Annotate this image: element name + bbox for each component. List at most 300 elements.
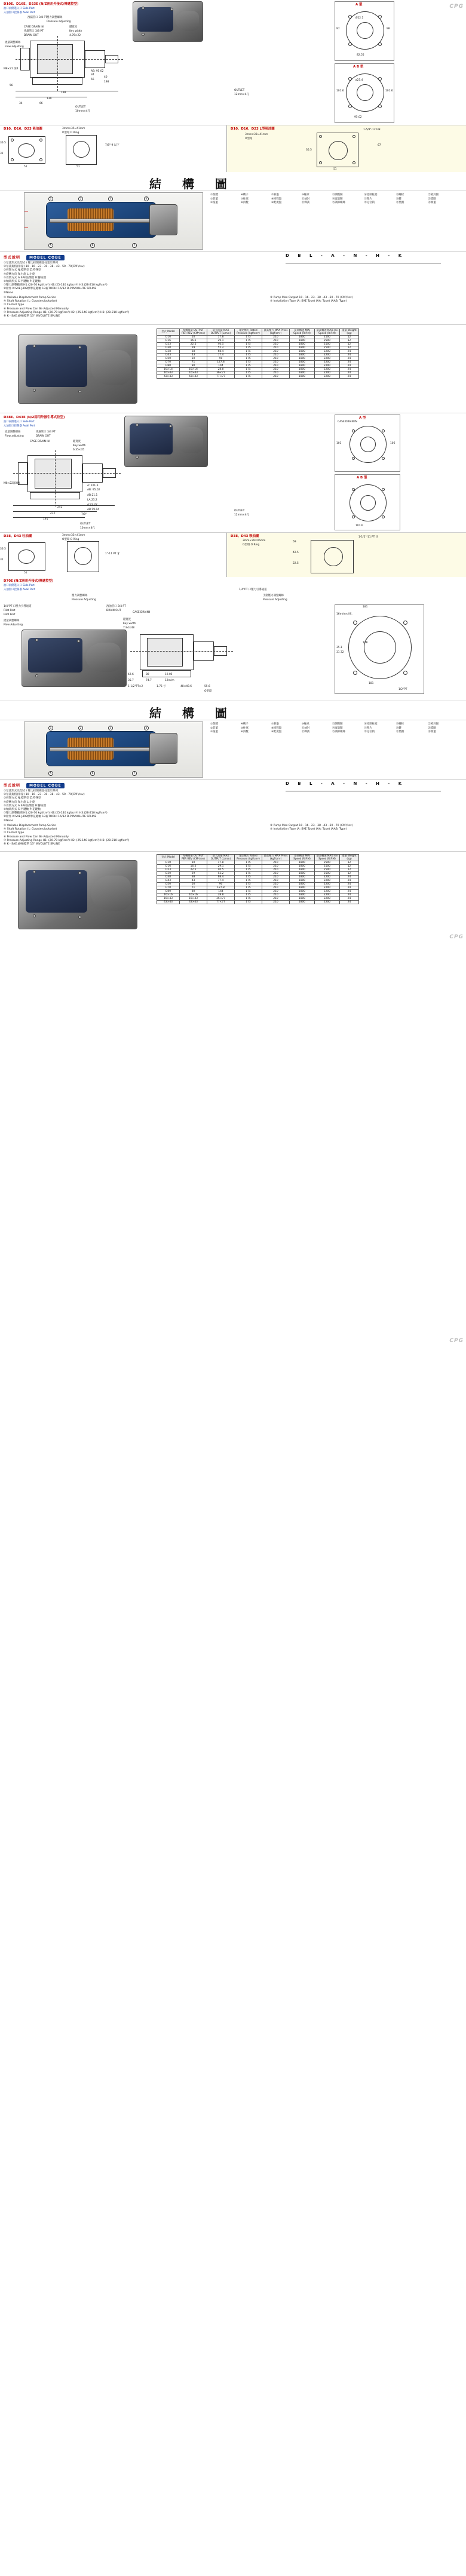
table-cell-5: 1800 [290, 335, 315, 339]
pump-photo-d38 [124, 416, 208, 467]
dim-m8x22: M8×22深4M [4, 482, 20, 485]
table-cell-2: 36×77 [207, 371, 235, 375]
bolt-icon [33, 389, 36, 392]
dim-181-dia: 181 [363, 606, 368, 609]
part-item: ⑬調壓閥 [332, 723, 343, 726]
oring-circle-d38 [74, 547, 92, 565]
bolt-hole-icon [39, 139, 42, 142]
bolt-hole-icon [353, 671, 357, 675]
callout-3: 3 [108, 196, 113, 201]
pump-body-inner-2 [35, 459, 72, 489]
dim-d254: ø25.4 [355, 79, 363, 82]
code-line-en: ⑤ Installation Type (A: SAE Type) (AA: Type) (AAB: Type) [270, 828, 347, 831]
note-manual-press-adj-en: Pressure Adjusting [263, 598, 287, 601]
dim-365-r: 36.5 [306, 149, 312, 152]
table-cell-4: 210 [262, 371, 290, 375]
dim-365-d38: 36.5 [0, 548, 6, 551]
table-cell-2: 17.8 [207, 335, 235, 339]
table-cell-5: 1800 [290, 894, 315, 897]
parts-list-left-2 [210, 723, 330, 735]
part-item: ㉑墊圈 [396, 730, 404, 734]
th-weight-2: 重量 Weight (kg) [340, 855, 359, 861]
view-a-title-2: A 型 [359, 416, 366, 420]
table-cell-6: 2200 [315, 875, 340, 879]
dim-half-pt: 1/2"PT [398, 688, 407, 691]
bolt-hole-icon [348, 105, 352, 108]
dim-la252: LA:25.2 [87, 499, 97, 502]
note-pilot-port-en: Pilot Port [4, 613, 16, 616]
spec-table-2-wrapper [157, 854, 359, 904]
table-cell-0: D23 [157, 342, 180, 346]
bolt-icon [35, 638, 38, 641]
thread-1-11pt: 1"-11 PT 牙 [105, 552, 120, 555]
model-code-list-cn-1 [4, 262, 278, 295]
dim-242: 242 [57, 506, 63, 509]
dim-31-d38: 31 [0, 558, 4, 561]
table-cell-0: D43 [157, 353, 180, 357]
th-weight: 重量 Weight (kg) [340, 329, 359, 336]
table-cell-4: 210 [262, 875, 290, 879]
dim-12mm: 12m/m [165, 679, 174, 682]
bolt-icon [35, 674, 38, 677]
dim-80: 80 [146, 673, 149, 676]
table-cell-7: 24 [340, 371, 359, 375]
section-photo-table-2 [0, 852, 466, 941]
table-cell-6: 2500 [315, 339, 340, 342]
dim-ab211: AB:21.1 [87, 494, 98, 497]
model-code-list-en-2b [270, 824, 461, 831]
dim-78: 7/8" [81, 513, 87, 516]
table-cell-7: 24 [340, 364, 359, 368]
code-line: ⑤安裝方式 A:SAE法蘭型 B:腳座型 [4, 804, 47, 808]
table-cell-7: 24 [340, 361, 359, 364]
dim-106: 106 [390, 442, 396, 445]
dim-51: 51 [24, 165, 27, 168]
table-cell-0: D70 [157, 361, 180, 364]
table-cell-5: 1800 [290, 339, 315, 342]
table-cell-5: 1800 [290, 371, 315, 375]
outlet-label-2: OUTLET [80, 523, 91, 526]
cutaway-shaft [50, 219, 160, 223]
table-cell-5: 1800 [290, 368, 315, 371]
part-item: ㉔端蓋 [428, 201, 436, 205]
bolt-icon [142, 33, 145, 36]
code-line: ④旋轉方向 R:右旋 L:左旋 [4, 800, 35, 804]
table-cell-2: 17.8 [207, 861, 235, 864]
note-pressure-adjusting-cn: 壓力調整螺絲 [47, 16, 63, 19]
bolt-icon [142, 7, 145, 10]
table-cell-3: 175 [235, 868, 262, 871]
bolt-hole-icon [11, 158, 14, 161]
table-cell-5: 1800 [290, 868, 315, 871]
table-cell-0: D10 [157, 335, 180, 339]
table-cell-6: 2500 [315, 864, 340, 868]
code-line: ②泵浦規格(排量) 10 · 16 · 23 · 30 · 38 · 43 · 50 · 70(CM³/rev) [4, 265, 85, 269]
part-item: ⑤柱塞 [241, 726, 249, 730]
oring-label: O型環 O Ring [62, 131, 79, 134]
thread-spec: 7/8"-9 以下 [105, 144, 119, 147]
table-cell-3: 175 [235, 371, 262, 375]
note-pilot-pt: 1/4"PT 口壓力引導通道 [239, 588, 267, 591]
pump-photo-large-1 [18, 334, 137, 404]
note-key-width-d70-en: Key width [123, 622, 136, 625]
view-a-type-2 [335, 415, 400, 472]
table-cell-1: 50 [180, 883, 207, 886]
table-cell-3: 175 [235, 342, 262, 346]
panel-discharge-d10 [0, 125, 227, 172]
table-cell-1: 16.6 [180, 864, 207, 868]
part-item: ⑪油封 [302, 726, 310, 730]
part-item: ⑦斜盤 [271, 723, 279, 726]
dim-tol-minus: 198 [104, 81, 109, 84]
part-item: ⑰墊片 [364, 726, 372, 730]
table-cell-2: 29.1 [207, 864, 235, 868]
th-max-press: 最高壓力 MAX Press (kgf/cm²) [262, 329, 290, 336]
note-flow-adjusting-d70-cn: 流量調整螺絲 [4, 619, 20, 622]
spec-table-2-body [157, 861, 359, 904]
pump-photo-d10 [133, 1, 203, 42]
dim-425: 42.5 [293, 551, 299, 554]
table-cell-6: 2200 [315, 879, 340, 882]
dim-67: 67 [378, 144, 381, 147]
drawing-d10-side-view [4, 17, 129, 122]
code-line: ⑨None [4, 819, 14, 822]
section-subtitle-side-port: 油口兩側進入口 Side Port [4, 7, 35, 10]
table-cell-3: 175 [235, 368, 262, 371]
oring-spec-d38r: 3mm×39×45mm [243, 539, 266, 542]
table-cell-4: 210 [262, 342, 290, 346]
table-cell-2: 77×77 [207, 901, 235, 904]
part-item: ②前蓋 [210, 726, 218, 730]
table-cell-1: 43 [180, 353, 207, 357]
code-line-en: ⑦ Pressure Adjusting Range H1: (20-70 kgf/cm²) H2: (25-140 kgf/cm²) H3: (28-210 kgf/cm²) [4, 311, 130, 314]
code-line: ①泵浦形式及型式 / 壓力控制變量柱塞泵系列 [4, 790, 59, 793]
dim-351: 35.1 [336, 646, 342, 649]
note-16mm-holes: 16m/m×4孔 [336, 613, 352, 616]
table-cell-2: 40.5 [207, 342, 235, 346]
table-cell-6: 2200 [315, 368, 340, 371]
code-line: ②泵浦規格(排量) 10 · 16 · 23 · 30 · 38 · 43 · 50 · 70(CM³/rev) [4, 793, 85, 797]
table-cell-0: 16×43 [157, 897, 180, 901]
table-cell-7: 24 [340, 368, 359, 371]
table-cell-4: 210 [262, 901, 290, 904]
table-cell-0: D50 [157, 883, 180, 886]
model-code-letters-1: D B L - A - N - H - K [286, 253, 406, 258]
table-cell-3: 175 [235, 375, 262, 379]
struct-title-1: 結 構 圖 [149, 177, 235, 191]
model-code-list-cn-2 [4, 790, 278, 823]
dim-747: 74.7 [146, 679, 152, 682]
dim-181-b: 181 [369, 682, 374, 685]
table-cell-4: 210 [262, 375, 290, 379]
part-item: ⑱定位銷 [364, 730, 375, 734]
bolt-icon [78, 871, 81, 874]
oring-label-d70: O型環 [204, 690, 212, 693]
part-item: ㉑墊圈 [396, 201, 404, 205]
panel-discharge-d38 [0, 533, 227, 577]
note-pressure-adjusting-d70-en: Pressure Adjusting [72, 598, 96, 601]
table-cell-3: 175 [235, 339, 262, 342]
table-cell-0: D50 [157, 357, 180, 361]
table-cell-7: 24 [340, 890, 359, 894]
part-item: ①殼體 [210, 194, 218, 196]
table-cell-3: 175 [235, 886, 262, 890]
bolt-hole-icon [352, 488, 355, 491]
view-a-title: A 型 [355, 3, 363, 7]
table-cell-6: 2500 [315, 342, 340, 346]
table-cell-7: 24 [340, 349, 359, 353]
table-cell-1: 50 [180, 357, 207, 361]
table-cell-7: 24 [340, 357, 359, 361]
table-cell-6: 2200 [315, 353, 340, 357]
bolt-icon [33, 914, 36, 917]
part-item: ⑧回程盤 [271, 197, 282, 201]
bolt-icon [78, 346, 81, 349]
note-flow-adjusting-cn: 流量調整螺絲 [5, 41, 21, 44]
cutaway-shaft-2 [50, 747, 160, 751]
table-cell-6: 2200 [315, 894, 340, 897]
note-case-drain-in-2: CASE DRAIN IN [30, 440, 50, 443]
panel-title-suction-d38: D38、D43 吸油圖 [231, 535, 259, 538]
table-cell-6: 2500 [315, 861, 340, 864]
table-cell-0: D16 [157, 339, 180, 342]
dim-8255-a: 82.55 [357, 54, 364, 57]
dim-a-1016: A: 101.6 [87, 484, 99, 487]
table-cell-2: 77×77 [207, 375, 235, 379]
table-cell-0: 16×43 [157, 371, 180, 375]
section-cutaway-2 [0, 720, 466, 780]
spec-table-2 [157, 854, 359, 904]
dim-51-d38: 51 [24, 572, 27, 575]
oring-label-d38r: O型環 O Ring [243, 544, 260, 546]
table-cell-5: 1800 [290, 375, 315, 379]
bolt-hole-icon [382, 457, 385, 460]
port-bore-d38 [18, 549, 35, 564]
table-cell-6: 2200 [315, 886, 340, 890]
table-cell-1: 16×16 [180, 368, 207, 371]
th-max-speed-2: 最高轉速 MAX rev Speed (R.P.M) [315, 855, 340, 861]
model-code-header-1: 型式說明 [4, 256, 21, 260]
cutaway-diagram-2 [24, 721, 203, 778]
code-line-en: ③ Control Type [4, 831, 24, 835]
note-flow-adjusting-en: Flow adjusting [5, 45, 24, 48]
code-line: ③控制方式 N:標準型 Z:特殊型 [4, 797, 41, 800]
bolt-hole-icon [348, 77, 352, 81]
table-cell-2: 29.1 [207, 339, 235, 342]
struct-title-2: 結 構 圖 [149, 706, 235, 720]
callout-7b: 7 [132, 771, 137, 776]
centerline-v-2 [55, 450, 56, 506]
model-code-list-en-2 [4, 824, 266, 846]
bolt-icon [78, 390, 81, 393]
part-item: ⑳鍵 [396, 726, 401, 730]
callout-4b: 4 [144, 726, 149, 730]
table-cell-0: D10 [157, 861, 180, 864]
table-cell-0: D80 [157, 890, 180, 894]
callout-1: 1 [48, 196, 53, 201]
bolt-hole-icon [319, 161, 322, 164]
table-cell-4: 210 [262, 861, 290, 864]
pump-body-inner-3 [147, 638, 183, 667]
part-item: ⑨配流盤 [271, 201, 282, 205]
note-pressure-adjusting-d70-cn: 壓力調整螺絲 [72, 594, 88, 597]
note-key-width-cn-2: 鍵寬度 [73, 440, 81, 443]
code-line-en: ⑥ Pressure and Flow Can Be Adjusted Manually [4, 307, 69, 311]
table-cell-7: 24 [340, 883, 359, 886]
table-cell-7: 24 [340, 879, 359, 882]
note-flow-adjusting-cn-2: 流量調整螺絲 [5, 431, 21, 434]
callout-5b: 5 [48, 771, 53, 776]
dim-51-r: 51 [333, 168, 337, 171]
table-cell-6: 2200 [315, 371, 340, 375]
code-line-en: ① Variable Displacement Pump Series [4, 824, 56, 827]
table-cell-7: 12 [340, 335, 359, 339]
note-flow-adjusting-en-2: Flow adjusting [5, 435, 24, 438]
panel-title-discharge-d38: D38、D43 吐油圖 [4, 535, 32, 538]
bolt-hole-icon [378, 15, 382, 19]
part-item: ⑫彈簧 [302, 730, 310, 734]
watermark-bottom: CPG [449, 934, 464, 940]
part-item: ⑩軸承 [302, 194, 309, 196]
table-cell-2: 90 [207, 357, 235, 361]
watermark-top: CPG [449, 4, 464, 10]
table-cell-6: 2200 [315, 901, 340, 904]
table-cell-1: 71 [180, 361, 207, 364]
th-max-output-2: 最大流量 MAX OUTPUT (L/min) [207, 855, 235, 861]
part-item: ⑭流量閥 [332, 726, 343, 730]
drawing-d70-side-view [128, 630, 235, 696]
part-item: ③後蓋 [210, 730, 218, 734]
table-cell-6: 2200 [315, 375, 340, 379]
oring-label-r: O型環 [245, 137, 253, 140]
thread-spec-r: 1-5/8"-12 UN [363, 128, 381, 131]
flange-circle-inner-2 [360, 437, 376, 452]
table-cell-2: 90 [207, 883, 235, 886]
table-cell-1: 80 [180, 364, 207, 368]
bolt-hole-icon [348, 15, 352, 19]
note-case-drain-in: CASE DRAIN IN [24, 26, 44, 29]
panel-title-suction-l: D10、D16、D23 L型吸油圖 [231, 127, 275, 131]
flange-circle-inner [357, 84, 373, 101]
table-cell-7: 12 [340, 339, 359, 342]
section-struct-title-2 [0, 701, 466, 720]
view-ab-type [335, 63, 394, 123]
model-code-letters-2: D B L - A - N - H - K [286, 781, 406, 786]
table-cell-6: 2500 [315, 868, 340, 871]
section-cutaway-1 [0, 191, 466, 252]
code-line: ①泵浦形式及型式 / 壓力控制變量柱塞泵系列 [4, 262, 59, 265]
part-item: ⑱定位銷 [364, 201, 375, 205]
code-bracket-1 [286, 260, 459, 266]
table-cell-1: 29 [180, 871, 207, 875]
dim-9502-ab: 95.02 [354, 116, 362, 119]
table-cell-5: 1800 [290, 357, 315, 361]
table-cell-5: 1800 [290, 883, 315, 886]
dim-tol-plus: 40 [104, 76, 108, 79]
table-cell-1: 43 [180, 879, 207, 882]
table-cell-4: 210 [262, 335, 290, 339]
callout-3b: 3 [108, 726, 113, 730]
dim-426: 42.6 [128, 673, 134, 676]
dim-51-b: 51 [76, 165, 80, 168]
dim-225: 22.5 [293, 562, 299, 565]
table-cell-1: 71 [180, 886, 207, 890]
bolt-hole-icon [352, 135, 355, 138]
note-key-width-en-2: Key width [73, 444, 86, 447]
dim-97: 97 [336, 27, 340, 30]
pump-photo-large-2 [18, 860, 137, 929]
parts-list-left-1 [210, 194, 330, 205]
table-cell-3: 175 [235, 357, 262, 361]
dim-59: 59 [293, 541, 296, 544]
code-line-en: ⑤ Installation Type (A: SAE Type) (AA: Type) (AAB: Type) [270, 300, 347, 303]
port-bore [18, 143, 35, 158]
dim-103: 103 [336, 442, 342, 445]
code-line-en: ④ Shaft Rotation (L: Counterclockwise) [4, 828, 57, 831]
bolt-icon [33, 345, 36, 348]
table-cell-0: D80 [157, 364, 180, 368]
bolt-hole-icon [382, 488, 385, 491]
flange-circle-inner [357, 22, 373, 39]
table-cell-1: 43×43 [180, 901, 207, 904]
bolt-hole-icon [39, 158, 42, 161]
th-rated-press: 額定壓力 Rated Pressure (kgf/cm²) [235, 329, 262, 336]
cutaway-valve-plate [149, 204, 178, 236]
dim-1905: 19.05 [165, 673, 173, 676]
table-cell-4: 210 [262, 868, 290, 871]
section-title-d70: D70E (N/Z兩用外接式/傳遞控型) [4, 579, 54, 583]
table-cell-3: 175 [235, 364, 262, 368]
table-cell-2: 28.8 [207, 368, 235, 371]
table-cell-2: 127.8 [207, 361, 235, 364]
section-d10-d23 [0, 0, 466, 125]
bolt-hole-icon [403, 671, 407, 675]
table-cell-1: 29 [180, 346, 207, 349]
spec-table-1-body [157, 335, 359, 379]
bolt-hole-icon [382, 515, 385, 518]
dim-128-dia: 128 [363, 641, 368, 644]
code-line: ⑧附件 K:SAE J498標準花鍵軸 13齒TOOHI 16/32 D.P INVOLUTE SPLINE [4, 815, 97, 819]
dim-ab1904: AB:19.04 [87, 508, 100, 511]
dim-556: 55.6 [204, 685, 210, 688]
dim-1016-2: 101.6 [385, 90, 393, 93]
th-model: 型式 Model [157, 329, 180, 336]
table-cell-5: 1800 [290, 879, 315, 882]
dim-1904: 56 [91, 78, 94, 81]
dim-1016-ab2: 101.6 [355, 524, 363, 527]
centerline-h-3 [130, 651, 233, 652]
table-cell-7: 12 [340, 864, 359, 868]
code-line-en: ⑥ Pressure and Flow Can Be Adjusted Manually [4, 835, 69, 839]
thread-15-11pt: 1-1/2"-11 PT 牙 [358, 536, 379, 539]
part-item: ⑤柱塞 [241, 197, 249, 201]
part-item: ⑯控制柱塞 [364, 723, 378, 726]
section-subtitle-avail-port-3: 入油窗口控制器 Avail Port [4, 588, 35, 591]
table-cell-3: 175 [235, 871, 262, 875]
section-suction-d38 [0, 533, 466, 577]
table-cell-2: 77.4 [207, 879, 235, 882]
outlet-label: OUTLET [75, 106, 86, 109]
callout-6b: 6 [90, 771, 95, 776]
part-item: ㉓擋圈 [428, 726, 436, 730]
panel-suction-d38 [227, 533, 466, 577]
code-line: ⑤安裝方式 A:SAE法蘭型 B:腳座型 [4, 276, 47, 280]
table-cell-6: 2200 [315, 897, 340, 901]
code-bracket-2 [286, 788, 459, 794]
section-subtitle-side-port-3: 油口兩側進入口 Side Port [4, 584, 35, 587]
bolt-hole-icon [403, 621, 407, 625]
code-line: ⑧附件 K:SAE J498標準花鍵軸 13齒TOOHI 16/32 D.P INVOLUTE SPLINE [4, 287, 97, 291]
